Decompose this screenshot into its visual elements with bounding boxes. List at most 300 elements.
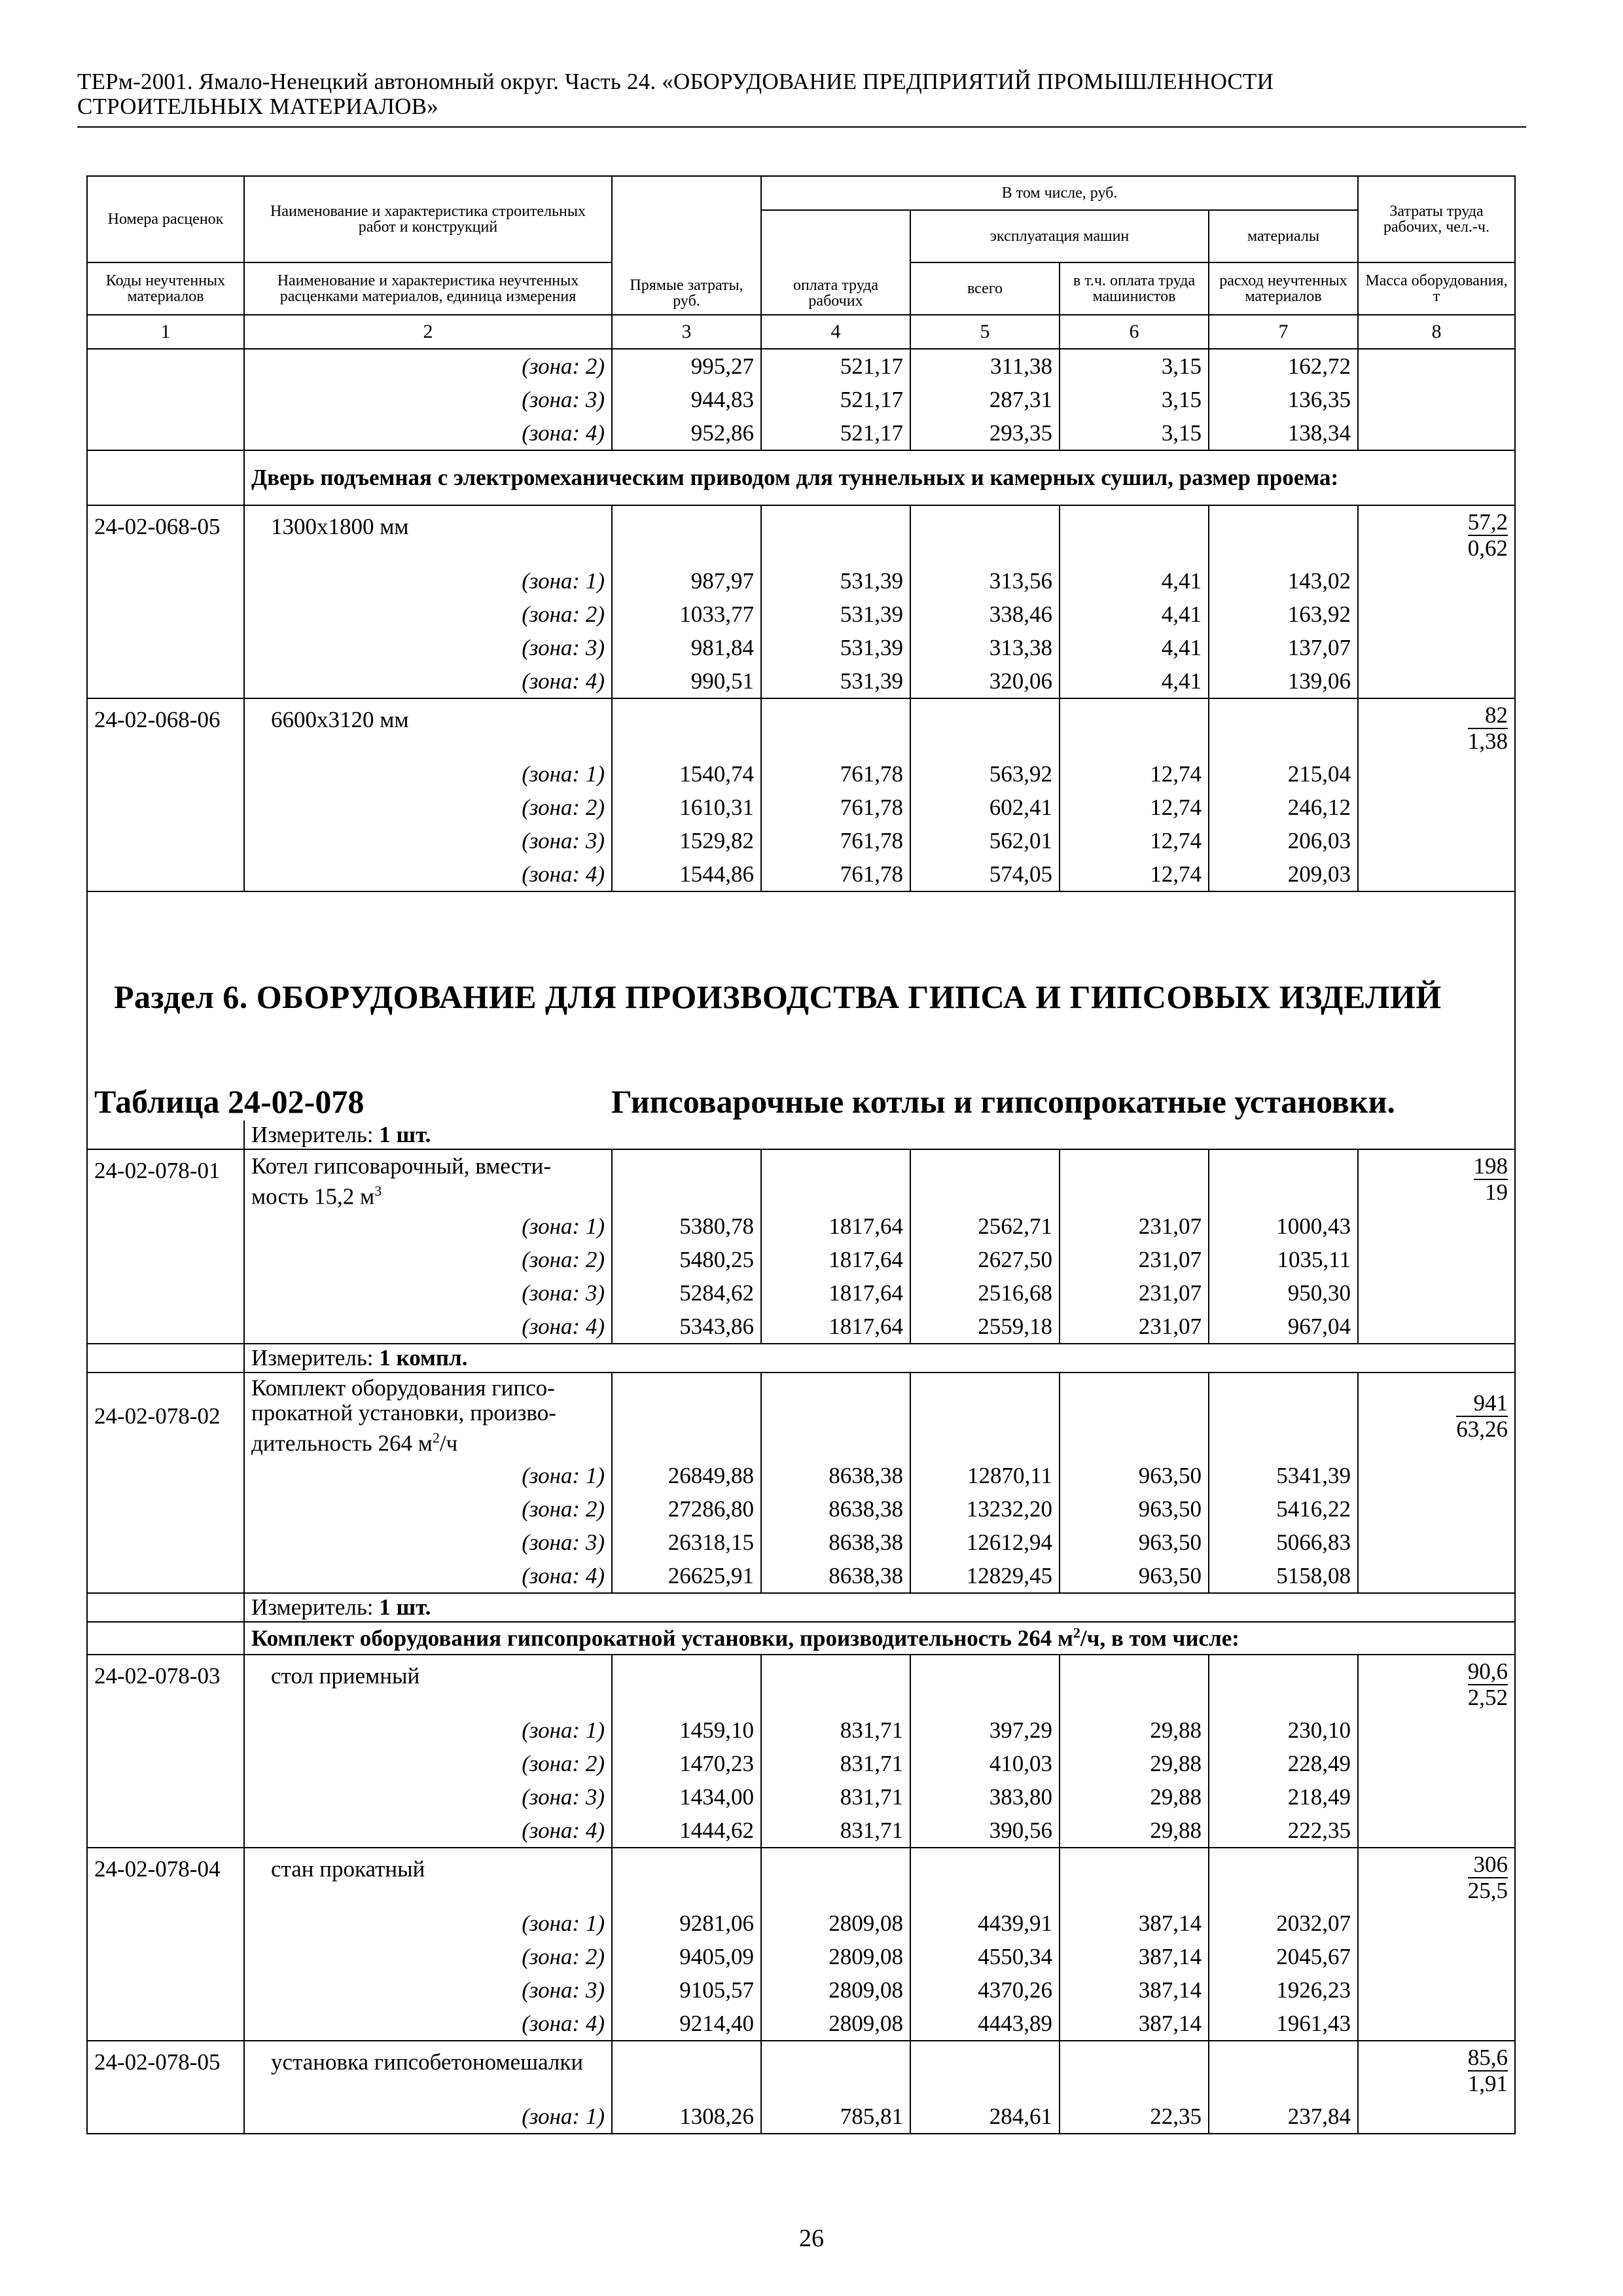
zone-row	[87, 416, 1515, 450]
cell-machinists: 12,74	[1060, 824, 1209, 857]
head-materials: материалы	[1209, 210, 1358, 262]
zone-row	[87, 1276, 1515, 1310]
item-code: 24-02-078-03	[87, 1655, 244, 1713]
table-label: Таблица 24-02-078	[94, 1083, 365, 1120]
zone-label: (зона: 1)	[244, 1459, 612, 1492]
cell-machines: 4443,89	[910, 2007, 1060, 2041]
zone-row	[87, 1526, 1515, 1559]
item-code: 24-02-078-05	[87, 2041, 244, 2100]
cell-labor-pay: 531,39	[761, 664, 910, 698]
zone-row	[87, 564, 1515, 598]
cell-materials: 5066,83	[1209, 1526, 1358, 1559]
cell-machinists: 29,88	[1060, 1747, 1209, 1780]
measure-row	[87, 1593, 1515, 1622]
cell-machinists: 963,50	[1060, 1559, 1209, 1593]
item-code: 24-02-078-02	[87, 1372, 244, 1459]
zone-row	[87, 2007, 1515, 2041]
head-col8-bottom: Масса оборудования, т	[1358, 262, 1515, 315]
cell-machinists: 3,15	[1060, 416, 1209, 450]
item-name: стан прокатный	[244, 1848, 612, 1907]
head-col6: в т.ч. оплата труда машинистов	[1060, 262, 1209, 315]
zone-row	[87, 1973, 1515, 2007]
measure-value: 1 шт.	[379, 1121, 431, 1147]
cell-machinists: 4,41	[1060, 564, 1209, 598]
cell-machinists: 3,15	[1060, 349, 1209, 383]
cell-machinists: 22,35	[1060, 2100, 1209, 2134]
head-num: 5	[910, 315, 1060, 349]
cell-machines: 397,29	[910, 1713, 1060, 1747]
zone-row	[87, 1814, 1515, 1848]
labor-mass-cell	[1358, 1372, 1515, 1459]
zone-label: (зона: 2)	[244, 1747, 612, 1780]
zone-label: (зона: 3)	[244, 1526, 612, 1559]
cell-labor-pay: 1817,64	[761, 1276, 910, 1310]
group-row	[87, 450, 1515, 505]
cell-direct: 26849,88	[612, 1459, 761, 1492]
item-row	[87, 1655, 1515, 1713]
superscript: 2	[432, 1429, 440, 1446]
cell-direct: 5480,25	[612, 1243, 761, 1276]
labor-hours: 82	[1468, 703, 1508, 729]
section-row	[87, 891, 1515, 1055]
superscript: 3	[374, 1183, 382, 1199]
zone-row	[87, 2100, 1515, 2134]
cell-machinists: 231,07	[1060, 1310, 1209, 1344]
zone-row	[87, 383, 1515, 416]
head-col8-top: Затраты труда рабочих, чел.-ч.	[1358, 176, 1515, 262]
cell-materials: 1035,11	[1209, 1243, 1358, 1276]
cell-materials: 1926,23	[1209, 1973, 1358, 2007]
group-row	[87, 1622, 1515, 1655]
zone-row	[87, 1243, 1515, 1276]
table-name: Гипсоварочные котлы и гипсопрокатные установки.	[611, 1083, 1395, 1120]
cell-labor-pay: 2809,08	[761, 1907, 910, 1940]
head-col4: оплата труда рабочих	[761, 210, 910, 315]
cell-labor-pay: 8638,38	[761, 1526, 910, 1559]
item-row	[87, 505, 1515, 564]
cell-direct: 1529,82	[612, 824, 761, 857]
cell-materials: 137,07	[1209, 631, 1358, 664]
item-code: 24-02-068-06	[87, 698, 244, 757]
cell-direct: 5284,62	[612, 1276, 761, 1310]
cell-machines: 320,06	[910, 664, 1060, 698]
cell-labor-pay: 761,78	[761, 857, 910, 891]
cell-materials: 138,34	[1209, 416, 1358, 450]
labor-mass-fraction	[1468, 510, 1508, 561]
cell-machinists: 231,07	[1060, 1276, 1209, 1310]
zone-label: (зона: 1)	[244, 1907, 612, 1940]
cell-machines: 602,41	[910, 791, 1060, 824]
head-num: 2	[244, 315, 612, 349]
cell-machines: 287,31	[910, 383, 1060, 416]
cell-machines: 12829,45	[910, 1559, 1060, 1593]
item-name-part: дительность 264 м	[251, 1430, 433, 1456]
price-table	[86, 175, 1516, 2134]
head-row-1	[87, 176, 1515, 210]
cell-labor-pay: 2809,08	[761, 2007, 910, 2041]
zone-label: (зона: 4)	[244, 2007, 612, 2041]
labor-hours: 57,2	[1467, 509, 1508, 535]
equipment-mass: 1,91	[1467, 2071, 1508, 2096]
head-machines: эксплуатация машин	[910, 210, 1209, 262]
cell-machines: 2516,68	[910, 1276, 1060, 1310]
labor-mass-fraction	[1468, 2045, 1508, 2096]
zone-row	[87, 1940, 1515, 1973]
cell-materials: 5158,08	[1209, 1559, 1358, 1593]
item-name-part: /ч	[439, 1430, 458, 1456]
superscript: 2	[1073, 1624, 1080, 1641]
measure-cell	[244, 1121, 1515, 1149]
item-row	[87, 1372, 1515, 1459]
cell-direct: 9281,06	[612, 1907, 761, 1940]
cell-machinists: 3,15	[1060, 383, 1209, 416]
cell-labor-pay: 521,17	[761, 383, 910, 416]
cell-machines: 4439,91	[910, 1907, 1060, 1940]
cell-machinists: 12,74	[1060, 857, 1209, 891]
zone-label: (зона: 4)	[244, 416, 612, 450]
cell-materials: 2032,07	[1209, 1907, 1358, 1940]
cell-materials: 218,49	[1209, 1780, 1358, 1814]
item-name	[244, 1372, 612, 1459]
cell-direct: 9214,40	[612, 2007, 761, 2041]
header-line-1: ТЕРм-2001. Ямало-Ненецкий автономный округ. Часть 24. «ОБОРУДОВАНИЕ ПРЕДПРИЯТИЙ ПРОМЫШЛЕННОСТИ	[77, 69, 1274, 94]
item-name	[244, 1149, 612, 1210]
cell-direct: 1444,62	[612, 1814, 761, 1848]
cell-machines: 284,61	[910, 2100, 1060, 2134]
head-numbers-row	[87, 315, 1515, 349]
cell-machines: 410,03	[910, 1747, 1060, 1780]
equipment-mass: 25,5	[1467, 1878, 1508, 1903]
cell-direct: 952,86	[612, 416, 761, 450]
cell-materials: 143,02	[1209, 564, 1358, 598]
cell-machines: 574,05	[910, 857, 1060, 891]
zone-row	[87, 1713, 1515, 1747]
cell-machinists: 29,88	[1060, 1814, 1209, 1848]
measure-row	[87, 1121, 1515, 1149]
cell-labor-pay: 531,39	[761, 631, 910, 664]
head-num: 7	[1209, 315, 1358, 349]
equipment-mass: 1,38	[1467, 728, 1508, 754]
zone-label: (зона: 2)	[244, 1243, 612, 1276]
zone-row	[87, 1210, 1515, 1243]
cell-labor-pay: 521,17	[761, 349, 910, 383]
cell-materials: 950,30	[1209, 1276, 1358, 1310]
cell-machinists: 387,14	[1060, 1973, 1209, 2007]
cell-labor-pay: 8638,38	[761, 1492, 910, 1526]
cell-materials: 237,84	[1209, 2100, 1358, 2134]
zone-row	[87, 598, 1515, 631]
item-name-part: мость 15,2 м	[251, 1183, 375, 1210]
zone-label: (зона: 3)	[244, 1973, 612, 2007]
cell-machines: 12870,11	[910, 1459, 1060, 1492]
group-title-set	[244, 1622, 1515, 1655]
labor-mass-fraction	[1456, 1391, 1508, 1442]
zone-row	[87, 1907, 1515, 1940]
cell-materials: 206,03	[1209, 824, 1358, 857]
section-title: Раздел 6. ОБОРУДОВАНИЕ ДЛЯ ПРОИЗВОДСТВА ГИПСА И ГИПСОВЫХ ИЗДЕЛИЙ	[87, 891, 1515, 1055]
equipment-mass: 63,26	[1456, 1416, 1508, 1442]
zone-label: (зона: 3)	[244, 383, 612, 416]
cell-direct: 5343,86	[612, 1310, 761, 1344]
item-name-line: Котел гипсоварочный, вмести-	[251, 1153, 552, 1179]
head-num: 8	[1358, 315, 1515, 349]
item-name: установка гипсобетономешалки	[244, 2041, 612, 2100]
item-name-line: прокатной установки, произво-	[251, 1400, 556, 1426]
equipment-mass: 2,52	[1467, 1685, 1508, 1710]
cell-machinists: 963,50	[1060, 1526, 1209, 1559]
head-col7: расход неучтенных материалов	[1209, 262, 1358, 315]
cell-labor-pay: 785,81	[761, 2100, 910, 2134]
cell-machines: 4370,26	[910, 1973, 1060, 2007]
cell-labor-pay: 761,78	[761, 791, 910, 824]
zone-row	[87, 757, 1515, 791]
cell-direct: 987,97	[612, 564, 761, 598]
zone-label: (зона: 3)	[244, 824, 612, 857]
cell-direct: 990,51	[612, 664, 761, 698]
cell-direct: 995,27	[612, 349, 761, 383]
labor-mass-cell	[1358, 2041, 1515, 2100]
measure-value: 1 компл.	[379, 1345, 468, 1371]
equipment-mass: 0,62	[1467, 535, 1508, 561]
labor-mass-fraction	[1468, 1659, 1508, 1710]
cell-labor-pay: 761,78	[761, 824, 910, 857]
cell-materials: 215,04	[1209, 757, 1358, 791]
cell-labor-pay: 2809,08	[761, 1940, 910, 1973]
cell-materials: 209,03	[1209, 857, 1358, 891]
cell-materials: 967,04	[1209, 1310, 1358, 1344]
cell-labor-pay: 831,71	[761, 1747, 910, 1780]
zone-label: (зона: 2)	[244, 791, 612, 824]
zone-label: (зона: 4)	[244, 1814, 612, 1848]
cell-machines: 12612,94	[910, 1526, 1060, 1559]
cell-machines: 2562,71	[910, 1210, 1060, 1243]
zone-label: (зона: 1)	[244, 1713, 612, 1747]
measure-cell	[244, 1344, 1515, 1372]
cell-machinists: 387,14	[1060, 1907, 1209, 1940]
cell-labor-pay: 1817,64	[761, 1243, 910, 1276]
measure-row	[87, 1344, 1515, 1372]
zone-label: (зона: 1)	[244, 2100, 612, 2134]
group-title-door: Дверь подъемная с электромеханическим приводом для туннельных и камерных сушил, размер проема:	[244, 450, 1515, 505]
cell-materials: 162,72	[1209, 349, 1358, 383]
cell-machinists: 4,41	[1060, 664, 1209, 698]
cell-direct: 1610,31	[612, 791, 761, 824]
cell-machines: 293,35	[910, 416, 1060, 450]
item-row	[87, 698, 1515, 757]
cell-machines: 390,56	[910, 1814, 1060, 1848]
zone-row	[87, 631, 1515, 664]
head-col3: Прямые затраты, руб.	[612, 176, 761, 315]
item-name-line: Комплект оборудования гипсо-	[251, 1375, 555, 1401]
cell-direct: 5380,78	[612, 1210, 761, 1243]
zone-label: (зона: 1)	[244, 564, 612, 598]
labor-mass-fraction	[1468, 1852, 1508, 1903]
cell-machinists: 29,88	[1060, 1713, 1209, 1747]
cell-direct: 27286,80	[612, 1492, 761, 1526]
zone-row	[87, 664, 1515, 698]
cell-direct: 944,83	[612, 383, 761, 416]
item-name: 6600x3120 мм	[244, 698, 612, 757]
equipment-mass: 19	[1485, 1179, 1508, 1205]
zone-row	[87, 857, 1515, 891]
cell-labor-pay: 831,71	[761, 1814, 910, 1848]
cell-machines: 13232,20	[910, 1492, 1060, 1526]
header-line-2: СТРОИТЕЛЬНЫХ МАТЕРИАЛОВ»	[77, 94, 438, 119]
cell-direct: 26625,91	[612, 1559, 761, 1593]
cell-direct: 1033,77	[612, 598, 761, 631]
labor-mass-fraction	[1468, 703, 1508, 754]
head-num: 1	[87, 315, 244, 349]
cell-machines: 2627,50	[910, 1243, 1060, 1276]
cell-materials: 1961,43	[1209, 2007, 1358, 2041]
zone-row	[87, 1310, 1515, 1344]
cell-machinists: 387,14	[1060, 2007, 1209, 2041]
head-including: В том числе, руб.	[761, 176, 1358, 210]
item-name-line	[251, 1426, 605, 1456]
zone-row	[87, 824, 1515, 857]
cell-machines: 311,38	[910, 349, 1060, 383]
cell-labor-pay: 8638,38	[761, 1559, 910, 1593]
head-num: 6	[1060, 315, 1209, 349]
cell-machines: 338,46	[910, 598, 1060, 631]
cell-direct: 9405,09	[612, 1940, 761, 1973]
cell-labor-pay: 2809,08	[761, 1973, 910, 2007]
cell-machinists: 387,14	[1060, 1940, 1209, 1973]
zone-row	[87, 1492, 1515, 1526]
cell-materials: 5416,22	[1209, 1492, 1358, 1526]
zone-label: (зона: 4)	[244, 857, 612, 891]
cell-machinists: 963,50	[1060, 1459, 1209, 1492]
cell-machinists: 231,07	[1060, 1210, 1209, 1243]
cell-machines: 4550,34	[910, 1940, 1060, 1973]
zone-row	[87, 1780, 1515, 1814]
zone-label: (зона: 2)	[244, 598, 612, 631]
cell-machines: 2559,18	[910, 1310, 1060, 1344]
item-row	[87, 1149, 1515, 1210]
zone-label: (зона: 4)	[244, 1310, 612, 1344]
item-row	[87, 2041, 1515, 2100]
labor-hours: 306	[1468, 1852, 1508, 1878]
cell-direct: 1459,10	[612, 1713, 761, 1747]
cell-machinists: 4,41	[1060, 598, 1209, 631]
zone-label: (зона: 1)	[244, 757, 612, 791]
zone-label: (зона: 4)	[244, 1559, 612, 1593]
labor-mass-cell	[1358, 505, 1515, 564]
group-title-part: /ч, в том числе:	[1080, 1625, 1240, 1651]
zone-label: (зона: 4)	[244, 664, 612, 698]
head-col2-bottom: Наименование и характеристика неучтенных расценками материалов, единица измерения	[244, 262, 612, 315]
cell-materials: 136,35	[1209, 383, 1358, 416]
item-name-line	[251, 1179, 605, 1210]
labor-mass-cell	[1358, 1149, 1515, 1210]
cell-machines: 313,38	[910, 631, 1060, 664]
cell-machinists: 29,88	[1060, 1780, 1209, 1814]
cell-materials: 228,49	[1209, 1747, 1358, 1780]
header-rule	[77, 126, 1526, 128]
head-col5: всего	[910, 262, 1060, 315]
table-title-cell	[87, 1055, 1515, 1121]
cell-machines: 562,01	[910, 824, 1060, 857]
zone-label: (зона: 3)	[244, 1780, 612, 1814]
cell-machinists: 963,50	[1060, 1492, 1209, 1526]
cell-materials: 5341,39	[1209, 1459, 1358, 1492]
cell-materials: 246,12	[1209, 791, 1358, 824]
cell-machinists: 12,74	[1060, 791, 1209, 824]
head-col2-top: Наименование и характеристика строительных работ и конструкций	[244, 176, 612, 262]
cell-labor-pay: 531,39	[761, 598, 910, 631]
cell-machines: 563,92	[910, 757, 1060, 791]
measure-label: Измеритель:	[251, 1345, 380, 1371]
cell-direct: 1544,86	[612, 857, 761, 891]
labor-hours: 941	[1456, 1391, 1508, 1417]
cell-direct: 981,84	[612, 631, 761, 664]
cell-materials: 139,06	[1209, 664, 1358, 698]
cell-materials: 163,92	[1209, 598, 1358, 631]
item-name: стол приемный	[244, 1655, 612, 1713]
page-number: 26	[799, 2225, 824, 2252]
measure-cell	[244, 1593, 1515, 1622]
item-code: 24-02-068-05	[87, 505, 244, 564]
cell-direct: 1434,00	[612, 1780, 761, 1814]
group-title-part: Комплект оборудования гипсопрокатной установки, производительность 264 м	[251, 1625, 1073, 1651]
labor-hours: 198	[1473, 1153, 1508, 1179]
zone-row	[87, 349, 1515, 383]
cell-labor-pay: 1817,64	[761, 1310, 910, 1344]
cell-labor-pay: 1817,64	[761, 1210, 910, 1243]
zone-row	[87, 1459, 1515, 1492]
labor-hours: 85,6	[1467, 2045, 1508, 2070]
item-name: 1300x1800 мм	[244, 505, 612, 564]
labor-mass-fraction	[1474, 1154, 1508, 1205]
zone-label: (зона: 1)	[244, 1210, 612, 1243]
zone-label: (зона: 2)	[244, 1492, 612, 1526]
cell-machinists: 12,74	[1060, 757, 1209, 791]
page-header	[77, 69, 1524, 119]
cell-direct: 1308,26	[612, 2100, 761, 2134]
cell-machines: 383,80	[910, 1780, 1060, 1814]
measure-value: 1 шт.	[379, 1594, 431, 1620]
cell-direct: 26318,15	[612, 1526, 761, 1559]
zone-row	[87, 1747, 1515, 1780]
head-col1-bottom: Коды неучтенных материалов	[87, 262, 244, 315]
measure-label: Измеритель:	[251, 1594, 380, 1620]
item-row	[87, 1848, 1515, 1907]
cell-labor-pay: 521,17	[761, 416, 910, 450]
zone-label: (зона: 3)	[244, 1276, 612, 1310]
zone-label: (зона: 3)	[244, 631, 612, 664]
table-title-row	[87, 1055, 1515, 1121]
head-col1-top: Номера расценок	[87, 176, 244, 262]
labor-mass-cell	[1358, 1848, 1515, 1907]
item-code: 24-02-078-01	[87, 1149, 244, 1210]
labor-mass-cell	[1358, 698, 1515, 757]
cell-materials: 2045,67	[1209, 1940, 1358, 1973]
cell-materials: 1000,43	[1209, 1210, 1358, 1243]
labor-mass-cell	[1358, 1655, 1515, 1713]
cell-direct: 1470,23	[612, 1747, 761, 1780]
cell-labor-pay: 8638,38	[761, 1459, 910, 1492]
zone-row	[87, 791, 1515, 824]
cell-direct: 1540,74	[612, 757, 761, 791]
item-code: 24-02-078-04	[87, 1848, 244, 1907]
zone-label: (зона: 2)	[244, 349, 612, 383]
zone-label: (зона: 2)	[244, 1940, 612, 1973]
cell-machinists: 231,07	[1060, 1243, 1209, 1276]
zone-row	[87, 1559, 1515, 1593]
cell-labor-pay: 831,71	[761, 1780, 910, 1814]
cell-materials: 222,35	[1209, 1814, 1358, 1848]
cell-machinists: 4,41	[1060, 631, 1209, 664]
